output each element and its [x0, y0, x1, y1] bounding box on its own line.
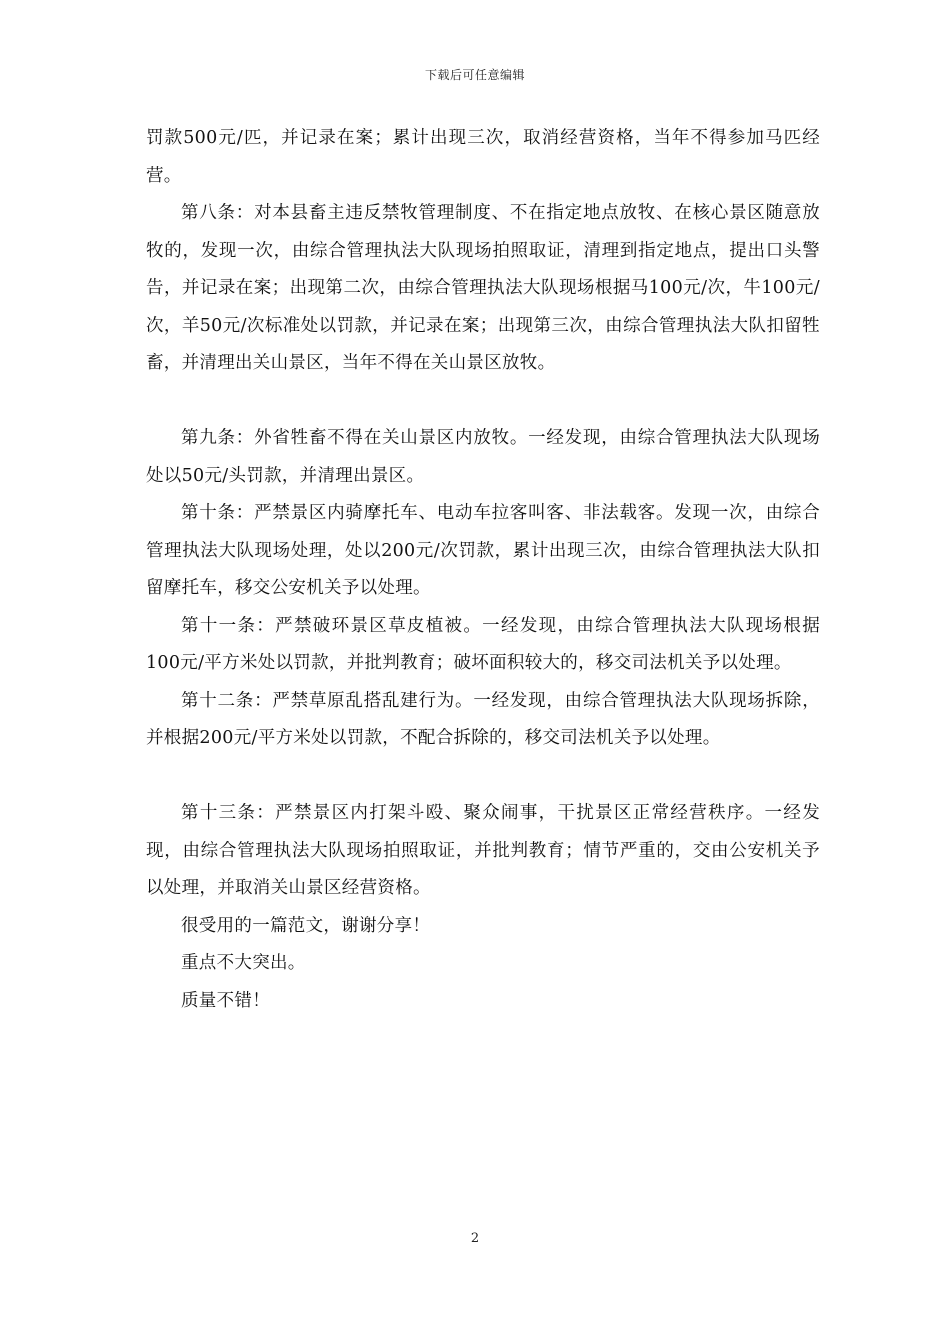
comment-line: 重点不大突出。 — [181, 953, 306, 973]
paragraph-fine-continuation: 罚款500元/匹，并记录在案；累计出现三次，取消经营资格，当年不得参加马匹经营。 — [146, 128, 820, 186]
paragraph-article-9: 第九条：外省牲畜不得在关山景区内放牧。一经发现，由综合管理执法大队现场处以50元/头罚款，并清理出景区。 — [146, 428, 820, 486]
page-number: 2 — [470, 1231, 480, 1246]
document-body — [146, 120, 820, 1020]
comment-line: 质量不错！ — [181, 990, 270, 1011]
paragraph-spacer — [146, 758, 820, 796]
paragraph-article-10: 第十条：严禁景区内骑摩托车、电动车拉客叫客、非法载客。发现一次，由综合管理执法大队现场处理，处以200元/次罚款，累计出现三次，由综合管理执法大队扣留摩托车，移交公安机关予以处理。 — [146, 503, 820, 598]
paragraph-spacer — [146, 383, 820, 421]
paragraph-article-12: 第十二条：严禁草原乱搭乱建行为。一经发现，由综合管理执法大队现场拆除，并根据200元/平方米处以罚款，不配合拆除的，移交司法机关予以处理。 — [146, 690, 820, 748]
paragraph-article-13: 第十三条：严禁景区内打架斗殴、聚众闹事，干扰景区正常经营秩序。一经发现，由综合管理执法大队现场拍照取证，并批判教育；情节严重的，交由公安机关予以处理，并取消关山景区经营资格。 — [146, 803, 820, 898]
comment-line: 很受用的一篇范文，谢谢分享！ — [181, 915, 431, 936]
paragraph-article-8: 第八条：对本县畜主违反禁牧管理制度、不在指定地点放牧、在核心景区随意放牧的，发现一次，由综合管理执法大队现场拍照取证，清理到指定地点，提出口头警告，并记录在案；出现第二次，由综合管理执法大队现场根据马100元/次，牛100元/次，羊50元/次标准处以罚款，并记录在案；出现第三次，由综合管理执法大队扣留牲畜，并清理出关山景区，当年不得在关山景区放牧。 — [146, 203, 820, 373]
header-note: 下载后可任意编辑 — [424, 68, 525, 82]
paragraph-article-11: 第十一条：严禁破环景区草皮植被。一经发现，由综合管理执法大队现场根据100元/平方米处以罚款，并批判教育；破坏面积较大的，移交司法机关予以处理。 — [146, 615, 820, 673]
